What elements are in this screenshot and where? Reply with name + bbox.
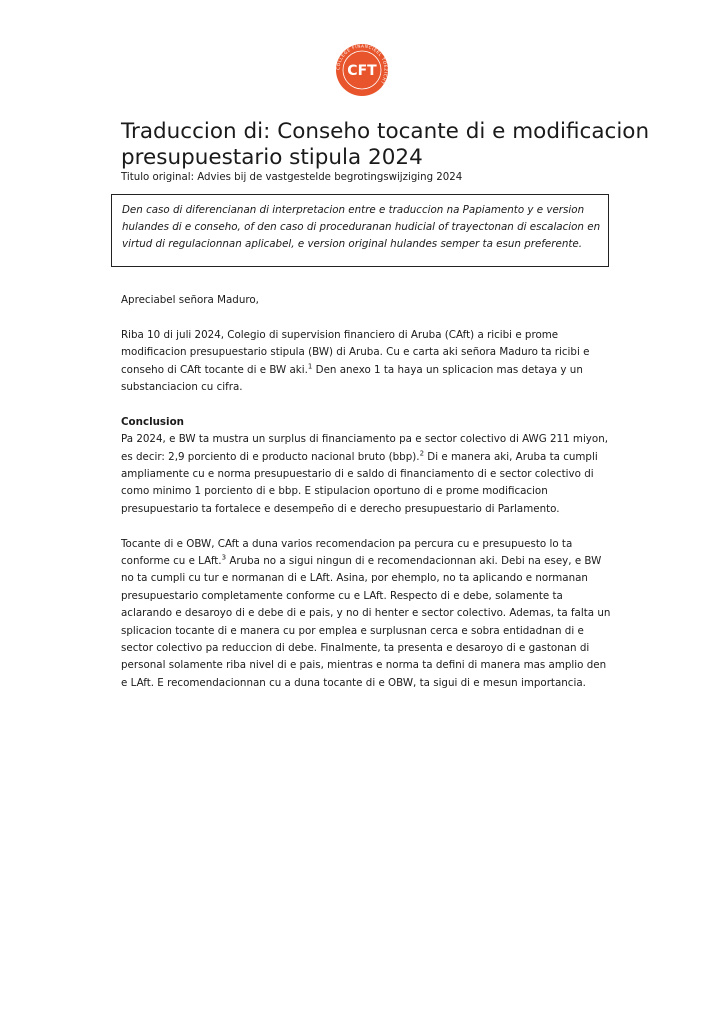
logo-ring-text: COLLEGE FINANCIEEL TOEZICHT: [335, 43, 389, 86]
intro-text-after: Den anexo 1 ta haya un splicacion mas detaya y un substanciacion cu cifra.: [121, 363, 583, 394]
footnote-ref-2: 2: [419, 449, 425, 458]
salutation: Apreciabel señora Maduro,: [121, 294, 259, 306]
footnote-ref-3: 3: [221, 553, 227, 562]
conclusion-paragraph: [121, 431, 611, 518]
letter-body: [121, 292, 611, 710]
intro-paragraph: [121, 327, 611, 397]
footnote-ref-1: 1: [307, 362, 313, 371]
cft-logo: [335, 43, 389, 97]
original-title: Titulo original: Advies bij de vastgestelde begrotingswijziging 2024: [121, 172, 463, 183]
translation-disclaimer-box: Den caso di diferencianan di interpretacion entre e traduccion na Papiamento y e version hulandes di e conseho, of den caso di proceduranan hudicial of trayectonan di escalacion en virtud di regulacionnan aplicabel, e version original hulandes semper ta esun preferente.: [111, 194, 609, 267]
conclusion-text: Pa 2024, e BW ta mustra un surplus di financiamento pa e sector colectivo di AWG 211 miyon, es decir: 2,9 porciento di e producto nacional bruto (bbp).: [121, 433, 609, 463]
conclusion-text-after: Di e manera aki, Aruba ta cumpli ampliamente cu e norma presupuestario di e saldo di financiamento di e sector colectivo di como minimo 1 porciento di e bbp. E stipulacion oportuno di e prome modificacion presupuestario ta fortalece e desempeño di e derecho presupuestario di Parlamento.: [121, 450, 598, 515]
obw-text-after: Aruba no a sigui ningun di e recomendacionnan aki. Debi na esey, e BW no ta cumpli cu tur e normanan di e LAft. Asina, por ehemplo, no ta aplicando e normanan presupuestario completamente conforme cu e LAft. Respecto di e debe, solamente ta aclarando e desaroyo di e debe di e pais, y no di henter e sector colectivo. Ademas, ta falta un splicacion tocante di e manera cu por emplea e surplusnan cerca e sobra entidadnan di e sector colectivo pa reduccion di debe. Finalmente, ta presenta e desaroyo di e gastonan di personal solamente riba nivel di e pais, mientras e norma ta defini di manera mas amplio den e LAft. E recomendacionnan cu a duna tocante di e OBW, ta sigui di e mesun importancia.: [121, 555, 611, 689]
conclusion-heading: Conclusion: [121, 415, 184, 428]
intro-text: Riba 10 di juli 2024, Colegio di supervision financiero di Aruba (CAft) a ricibi e prome modificacion presupuestario stipula (BW) di Aruba. Cu e carta aki señora Maduro ta ricibi e conseho di CAft tocante di e BW aki.: [121, 328, 590, 376]
logo-letters: CFT: [347, 63, 377, 79]
obw-text: Tocante di e OBW, CAft a duna varios recomendacion pa percura cu e presupuesto lo ta conforme cu e LAft.: [121, 537, 573, 568]
page-title: Traduccion di: Conseho tocante di e modificacion presupuestario stipula 2024: [121, 119, 650, 170]
obw-paragraph: [121, 536, 611, 693]
